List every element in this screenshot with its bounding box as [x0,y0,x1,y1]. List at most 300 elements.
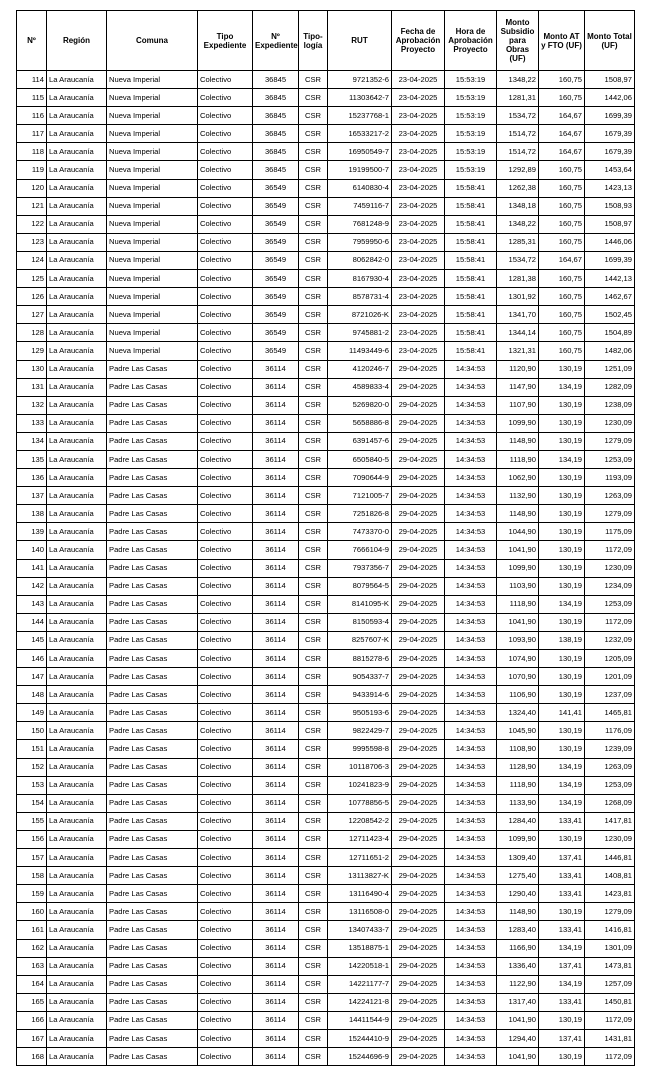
cell-comuna: Padre Las Casas [107,541,198,559]
cell-tipo-expediente: Colectivo [198,993,253,1011]
cell-region: La Araucanía [47,378,107,396]
cell-tipo-expediente: Colectivo [198,125,253,143]
cell-comuna: Padre Las Casas [107,939,198,957]
cell-region: La Araucanía [47,469,107,487]
cell-fecha-aprobacion: 29-04-2025 [392,867,445,885]
cell-tipo-expediente: Colectivo [198,342,253,360]
cell-numero-expediente: 36114 [253,414,299,432]
cell-tipologia: CSR [299,541,328,559]
cell-numero-expediente: 36845 [253,107,299,125]
cell-tipologia: CSR [299,215,328,233]
cell-region: La Araucanía [47,686,107,704]
cell-tipologia: CSR [299,487,328,505]
cell-monto-total: 1239,09 [585,740,635,758]
cell-comuna: Padre Las Casas [107,867,198,885]
cell-tipologia: CSR [299,161,328,179]
cell-numero-expediente: 36114 [253,541,299,559]
cell-tipologia: CSR [299,288,328,306]
cell-monto-total: 1172,09 [585,1048,635,1066]
cell-fecha-aprobacion: 29-04-2025 [392,450,445,468]
cell-hora-aprobacion: 14:34:53 [445,432,497,450]
cell-monto-subsidio: 1148,90 [497,432,539,450]
cell-monto-subsidio: 1290,40 [497,885,539,903]
cell-numero-expediente: 36114 [253,1029,299,1047]
cell-tipo-expediente: Colectivo [198,179,253,197]
cell-region: La Araucanía [47,396,107,414]
table-row [17,830,635,848]
cell-rut: 15237768-1 [328,107,392,125]
cell-monto-subsidio: 1275,40 [497,867,539,885]
cell-tipologia: CSR [299,342,328,360]
cell-tipo-expediente: Colectivo [198,776,253,794]
table-row [17,378,635,396]
cell-region: La Araucanía [47,541,107,559]
cell-tipo-expediente: Colectivo [198,830,253,848]
cell-comuna: Nueva Imperial [107,306,198,324]
cell-tipo-expediente: Colectivo [198,396,253,414]
cell-monto-subsidio: 1093,90 [497,631,539,649]
cell-rut: 13113827-K [328,867,392,885]
cell-numero-expediente: 36114 [253,740,299,758]
cell-numero-expediente: 36114 [253,595,299,613]
cell-region: La Araucanía [47,794,107,812]
cell-monto-total: 1482,06 [585,342,635,360]
cell-comuna: Padre Las Casas [107,993,198,1011]
cell-monto-total: 1279,09 [585,505,635,523]
cell-monto-at-fto: 130,19 [539,613,585,631]
table-row [17,324,635,342]
table-row [17,1011,635,1029]
cell-monto-at-fto: 160,75 [539,179,585,197]
cell-monto-subsidio: 1044,90 [497,523,539,541]
cell-monto-subsidio: 1348,22 [497,71,539,89]
cell-numero: 140 [17,541,47,559]
cell-tipologia: CSR [299,270,328,288]
cell-monto-total: 1193,09 [585,469,635,487]
cell-monto-total: 1232,09 [585,631,635,649]
cell-fecha-aprobacion: 29-04-2025 [392,613,445,631]
cell-region: La Araucanía [47,270,107,288]
cell-rut: 4589833-4 [328,378,392,396]
cell-monto-subsidio: 1122,90 [497,975,539,993]
cell-monto-at-fto: 164,67 [539,125,585,143]
cell-numero: 138 [17,505,47,523]
cell-numero: 143 [17,595,47,613]
cell-tipologia: CSR [299,559,328,577]
cell-region: La Araucanía [47,324,107,342]
cell-numero-expediente: 36114 [253,812,299,830]
cell-monto-at-fto: 164,67 [539,143,585,161]
cell-comuna: Nueva Imperial [107,107,198,125]
cell-monto-total: 1230,09 [585,830,635,848]
cell-monto-subsidio: 1148,90 [497,903,539,921]
cell-numero: 118 [17,143,47,161]
cell-comuna: Nueva Imperial [107,179,198,197]
cell-rut: 10778856-5 [328,794,392,812]
cell-hora-aprobacion: 14:34:53 [445,595,497,613]
cell-region: La Araucanía [47,613,107,631]
cell-monto-at-fto: 133,41 [539,812,585,830]
cell-fecha-aprobacion: 29-04-2025 [392,432,445,450]
cell-monto-at-fto: 133,41 [539,885,585,903]
cell-fecha-aprobacion: 29-04-2025 [392,559,445,577]
cell-numero-expediente: 36114 [253,975,299,993]
cell-comuna: Padre Las Casas [107,595,198,613]
col-header-monto-at-fto: Monto AT y FTO (UF) [539,11,585,71]
cell-monto-total: 1301,09 [585,939,635,957]
cell-monto-total: 1238,09 [585,396,635,414]
table-row [17,143,635,161]
cell-monto-at-fto: 130,19 [539,469,585,487]
cell-tipologia: CSR [299,867,328,885]
cell-monto-total: 1423,81 [585,885,635,903]
cell-numero: 126 [17,288,47,306]
cell-hora-aprobacion: 14:34:53 [445,541,497,559]
cell-fecha-aprobacion: 29-04-2025 [392,505,445,523]
cell-hora-aprobacion: 14:34:53 [445,830,497,848]
cell-numero: 129 [17,342,47,360]
cell-comuna: Padre Las Casas [107,704,198,722]
cell-rut: 8062842-0 [328,251,392,269]
table-row [17,71,635,89]
table-body [17,71,635,1066]
cell-tipologia: CSR [299,921,328,939]
cell-numero-expediente: 36114 [253,776,299,794]
cell-numero-expediente: 36114 [253,939,299,957]
cell-fecha-aprobacion: 23-04-2025 [392,342,445,360]
cell-numero: 144 [17,613,47,631]
cell-rut: 7251826-8 [328,505,392,523]
cell-monto-total: 1417,81 [585,812,635,830]
cell-monto-at-fto: 130,19 [539,650,585,668]
cell-comuna: Padre Las Casas [107,414,198,432]
cell-rut: 6140830-4 [328,179,392,197]
cell-hora-aprobacion: 14:34:53 [445,686,497,704]
cell-tipo-expediente: Colectivo [198,324,253,342]
cell-region: La Araucanía [47,107,107,125]
cell-region: La Araucanía [47,306,107,324]
cell-numero: 121 [17,197,47,215]
cell-comuna: Padre Las Casas [107,885,198,903]
cell-fecha-aprobacion: 29-04-2025 [392,794,445,812]
cell-numero-expediente: 36549 [253,288,299,306]
cell-comuna: Padre Las Casas [107,975,198,993]
cell-tipo-expediente: Colectivo [198,215,253,233]
cell-hora-aprobacion: 14:34:53 [445,1048,497,1066]
cell-hora-aprobacion: 14:34:53 [445,975,497,993]
cell-monto-at-fto: 137,41 [539,1029,585,1047]
cell-tipo-expediente: Colectivo [198,903,253,921]
cell-fecha-aprobacion: 29-04-2025 [392,704,445,722]
cell-hora-aprobacion: 15:58:41 [445,324,497,342]
table-row [17,668,635,686]
cell-numero-expediente: 36114 [253,794,299,812]
cell-tipo-expediente: Colectivo [198,704,253,722]
cell-monto-subsidio: 1118,90 [497,595,539,613]
table-row [17,650,635,668]
cell-monto-at-fto: 130,19 [539,541,585,559]
cell-monto-total: 1473,81 [585,957,635,975]
cell-tipo-expediente: Colectivo [198,812,253,830]
cell-comuna: Padre Las Casas [107,921,198,939]
table-row [17,89,635,107]
cell-tipologia: CSR [299,975,328,993]
cell-numero: 130 [17,360,47,378]
cell-region: La Araucanía [47,577,107,595]
cell-tipo-expediente: Colectivo [198,631,253,649]
cell-numero-expediente: 36549 [253,179,299,197]
cell-numero: 136 [17,469,47,487]
cell-rut: 12208542-2 [328,812,392,830]
cell-tipologia: CSR [299,378,328,396]
cell-region: La Araucanía [47,505,107,523]
cell-numero-expediente: 36114 [253,577,299,595]
cell-monto-total: 1237,09 [585,686,635,704]
cell-comuna: Padre Las Casas [107,758,198,776]
cell-numero-expediente: 36114 [253,722,299,740]
cell-numero: 154 [17,794,47,812]
cell-tipologia: CSR [299,1048,328,1066]
col-header-rut: RUT [328,11,392,71]
cell-hora-aprobacion: 14:34:53 [445,378,497,396]
cell-monto-subsidio: 1534,72 [497,251,539,269]
cell-monto-subsidio: 1281,38 [497,270,539,288]
cell-rut: 7090644-9 [328,469,392,487]
cell-monto-at-fto: 130,19 [539,432,585,450]
cell-numero: 165 [17,993,47,1011]
cell-numero-expediente: 36114 [253,668,299,686]
cell-numero-expediente: 36114 [253,867,299,885]
cell-hora-aprobacion: 14:34:53 [445,396,497,414]
cell-monto-at-fto: 133,41 [539,921,585,939]
cell-monto-total: 1263,09 [585,758,635,776]
cell-tipo-expediente: Colectivo [198,794,253,812]
cell-hora-aprobacion: 14:34:53 [445,849,497,867]
table-row [17,215,635,233]
cell-monto-total: 1446,81 [585,849,635,867]
cell-monto-subsidio: 1041,90 [497,1011,539,1029]
cell-rut: 14411544-9 [328,1011,392,1029]
cell-tipologia: CSR [299,740,328,758]
cell-monto-subsidio: 1284,40 [497,812,539,830]
cell-monto-subsidio: 1133,90 [497,794,539,812]
cell-monto-at-fto: 133,41 [539,867,585,885]
cell-tipologia: CSR [299,885,328,903]
cell-rut: 15244410-9 [328,1029,392,1047]
cell-tipologia: CSR [299,251,328,269]
cell-monto-at-fto: 134,19 [539,794,585,812]
cell-numero-expediente: 36114 [253,523,299,541]
cell-monto-total: 1251,09 [585,360,635,378]
cell-hora-aprobacion: 14:34:53 [445,812,497,830]
cell-monto-subsidio: 1514,72 [497,143,539,161]
cell-monto-subsidio: 1070,90 [497,668,539,686]
cell-region: La Araucanía [47,233,107,251]
cell-tipo-expediente: Colectivo [198,197,253,215]
cell-monto-total: 1253,09 [585,776,635,794]
cell-numero-expediente: 36114 [253,921,299,939]
cell-comuna: Padre Las Casas [107,469,198,487]
cell-monto-subsidio: 1074,90 [497,650,539,668]
cell-numero-expediente: 36114 [253,487,299,505]
cell-rut: 9995598-8 [328,740,392,758]
cell-tipo-expediente: Colectivo [198,595,253,613]
cell-rut: 10118706-3 [328,758,392,776]
cell-numero: 135 [17,450,47,468]
cell-tipologia: CSR [299,794,328,812]
table-row [17,161,635,179]
cell-monto-at-fto: 130,19 [539,1011,585,1029]
cell-tipo-expediente: Colectivo [198,360,253,378]
cell-fecha-aprobacion: 23-04-2025 [392,143,445,161]
cell-numero-expediente: 36114 [253,1048,299,1066]
cell-region: La Araucanía [47,939,107,957]
cell-monto-total: 1257,09 [585,975,635,993]
cell-hora-aprobacion: 14:34:53 [445,722,497,740]
cell-numero: 117 [17,125,47,143]
cell-numero: 137 [17,487,47,505]
cell-monto-at-fto: 137,41 [539,849,585,867]
cell-tipo-expediente: Colectivo [198,867,253,885]
cell-fecha-aprobacion: 29-04-2025 [392,776,445,794]
cell-region: La Araucanía [47,993,107,1011]
cell-rut: 19199500-7 [328,161,392,179]
cell-tipo-expediente: Colectivo [198,378,253,396]
cell-fecha-aprobacion: 29-04-2025 [392,1011,445,1029]
cell-monto-total: 1453,64 [585,161,635,179]
cell-fecha-aprobacion: 29-04-2025 [392,577,445,595]
cell-tipo-expediente: Colectivo [198,668,253,686]
cell-numero: 122 [17,215,47,233]
cell-monto-total: 1431,81 [585,1029,635,1047]
cell-hora-aprobacion: 15:58:41 [445,251,497,269]
cell-numero-expediente: 36114 [253,993,299,1011]
cell-rut: 14221177-7 [328,975,392,993]
cell-numero-expediente: 36114 [253,450,299,468]
cell-region: La Araucanía [47,215,107,233]
cell-numero: 133 [17,414,47,432]
cell-monto-total: 1234,09 [585,577,635,595]
cell-tipo-expediente: Colectivo [198,143,253,161]
cell-tipo-expediente: Colectivo [198,523,253,541]
cell-fecha-aprobacion: 23-04-2025 [392,233,445,251]
cell-region: La Araucanía [47,957,107,975]
cell-fecha-aprobacion: 29-04-2025 [392,975,445,993]
cell-monto-subsidio: 1348,18 [497,197,539,215]
cell-tipologia: CSR [299,505,328,523]
cell-monto-subsidio: 1292,89 [497,161,539,179]
cell-fecha-aprobacion: 29-04-2025 [392,722,445,740]
cell-rut: 8721026-K [328,306,392,324]
cell-monto-subsidio: 1107,90 [497,396,539,414]
cell-monto-total: 1442,06 [585,89,635,107]
cell-region: La Araucanía [47,288,107,306]
cell-tipo-expediente: Colectivo [198,1048,253,1066]
cell-monto-subsidio: 1148,90 [497,505,539,523]
cell-comuna: Nueva Imperial [107,324,198,342]
cell-region: La Araucanía [47,360,107,378]
cell-numero: 142 [17,577,47,595]
cell-monto-total: 1508,93 [585,197,635,215]
table-row [17,107,635,125]
cell-hora-aprobacion: 14:34:53 [445,523,497,541]
cell-monto-at-fto: 141,41 [539,704,585,722]
cell-comuna: Padre Las Casas [107,812,198,830]
cell-numero-expediente: 36549 [253,215,299,233]
cell-tipologia: CSR [299,450,328,468]
cell-fecha-aprobacion: 29-04-2025 [392,957,445,975]
cell-tipologia: CSR [299,758,328,776]
cell-numero: 161 [17,921,47,939]
cell-fecha-aprobacion: 23-04-2025 [392,215,445,233]
cell-fecha-aprobacion: 29-04-2025 [392,378,445,396]
cell-rut: 16533217-2 [328,125,392,143]
cell-monto-subsidio: 1108,90 [497,740,539,758]
cell-monto-at-fto: 160,75 [539,324,585,342]
cell-monto-subsidio: 1041,90 [497,1048,539,1066]
cell-region: La Araucanía [47,867,107,885]
cell-tipologia: CSR [299,613,328,631]
cell-rut: 14220518-1 [328,957,392,975]
table-row [17,432,635,450]
table-row [17,957,635,975]
cell-fecha-aprobacion: 29-04-2025 [392,668,445,686]
cell-numero-expediente: 36845 [253,125,299,143]
cell-comuna: Nueva Imperial [107,288,198,306]
cell-monto-subsidio: 1147,90 [497,378,539,396]
cell-fecha-aprobacion: 29-04-2025 [392,885,445,903]
cell-comuna: Padre Las Casas [107,849,198,867]
cell-comuna: Padre Las Casas [107,378,198,396]
cell-fecha-aprobacion: 29-04-2025 [392,396,445,414]
cell-monto-at-fto: 130,19 [539,523,585,541]
cell-numero-expediente: 36549 [253,233,299,251]
cell-tipologia: CSR [299,432,328,450]
cell-tipo-expediente: Colectivo [198,450,253,468]
cell-monto-total: 1279,09 [585,432,635,450]
cell-region: La Araucanía [47,487,107,505]
cell-hora-aprobacion: 15:58:41 [445,306,497,324]
cell-hora-aprobacion: 14:34:53 [445,776,497,794]
cell-monto-total: 1282,09 [585,378,635,396]
cell-monto-at-fto: 130,19 [539,1048,585,1066]
cell-tipo-expediente: Colectivo [198,161,253,179]
cell-region: La Araucanía [47,740,107,758]
cell-monto-total: 1465,81 [585,704,635,722]
cell-fecha-aprobacion: 29-04-2025 [392,595,445,613]
cell-fecha-aprobacion: 29-04-2025 [392,631,445,649]
cell-fecha-aprobacion: 29-04-2025 [392,1029,445,1047]
table-row [17,993,635,1011]
cell-numero: 120 [17,179,47,197]
cell-monto-total: 1176,09 [585,722,635,740]
cell-rut: 7937356-7 [328,559,392,577]
cell-monto-at-fto: 130,19 [539,686,585,704]
cell-region: La Araucanía [47,975,107,993]
cell-comuna: Padre Las Casas [107,1029,198,1047]
cell-fecha-aprobacion: 29-04-2025 [392,487,445,505]
cell-rut: 12711651-2 [328,849,392,867]
cell-monto-at-fto: 160,75 [539,288,585,306]
cell-monto-total: 1508,97 [585,215,635,233]
cell-numero: 132 [17,396,47,414]
cell-hora-aprobacion: 14:34:53 [445,360,497,378]
cell-monto-at-fto: 130,19 [539,668,585,686]
cell-numero: 156 [17,830,47,848]
cell-tipo-expediente: Colectivo [198,414,253,432]
cell-numero: 125 [17,270,47,288]
cell-tipologia: CSR [299,179,328,197]
